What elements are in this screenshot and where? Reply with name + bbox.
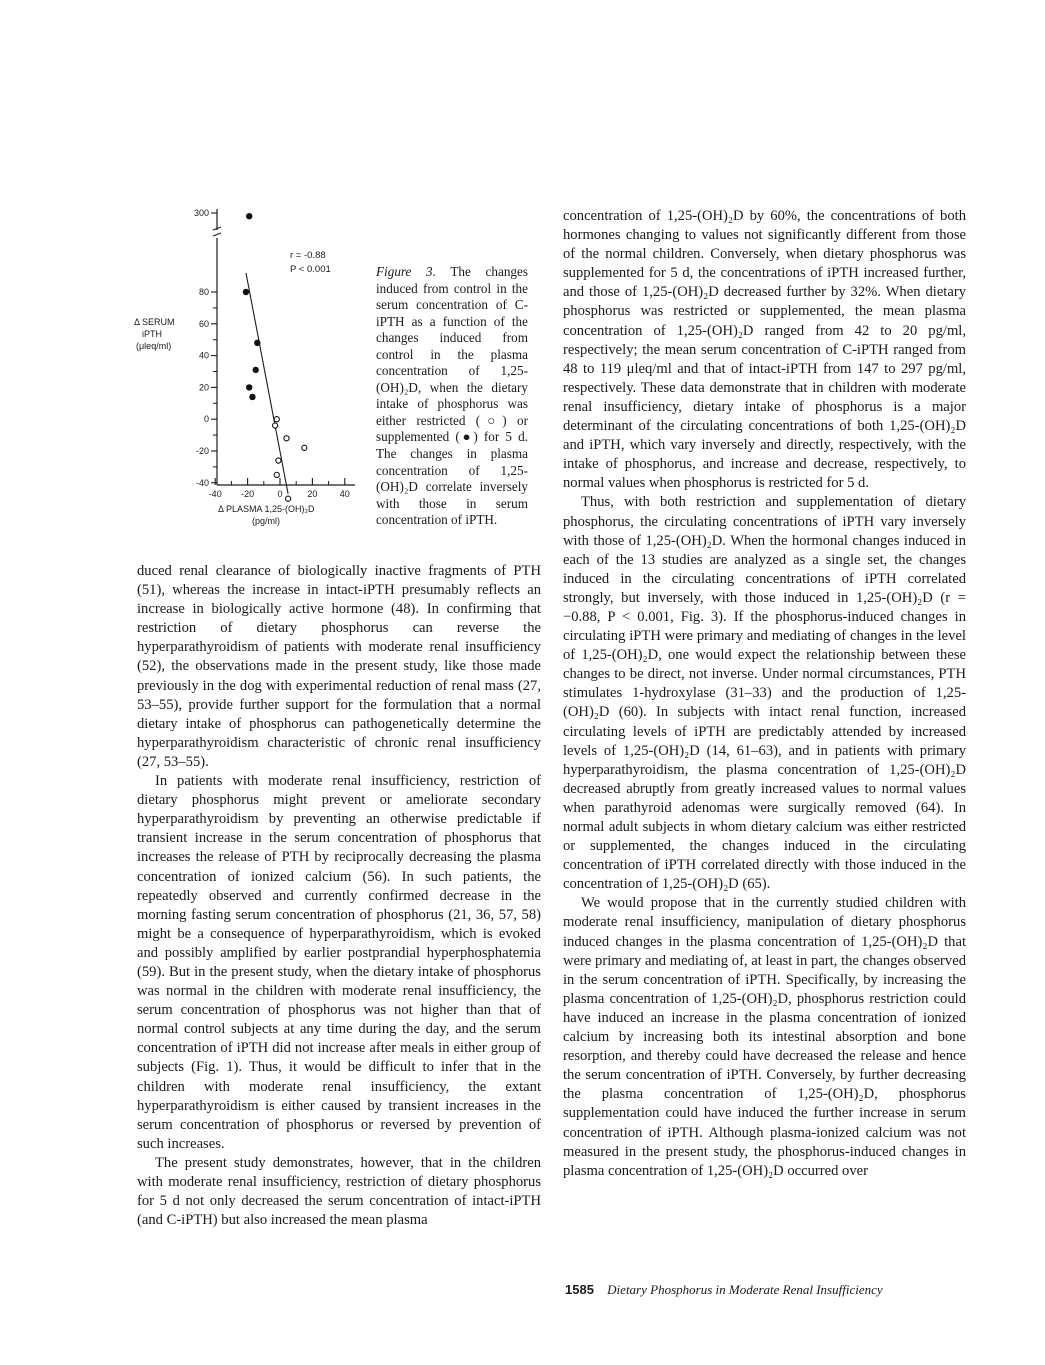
y-tick-label: 0 [203, 414, 209, 425]
right-paragraph-2: Thus, with both restriction and supplementation of dietary phosphorus, the circulating concentrations of iPTH vary inversely with those of 1,25-(OH)₂D. When the hormonal changes induced in each of the 13 studies are analyzed as a single set, the changes induced in the circulating concentrations of iPTH correlated strongly, but inversely, with those induced in 1,25-(OH)₂D (r = −0.88, P < 0.001, Fig. 3). If the phosphorus-induced changes in circulating iPTH were primary and mediating of changes in the level of 1,25-(OH)₂D, one would expect the relationship between these changes to be direct, not inverse. Under normal circumstances, PTH stimulates 1-hydroxylase (31–33) and the production of 1,25-(OH)₂D (60). In subjects with intact renal function, increased circulating levels of iPTH are predictably attended by increased levels of 1,25-(OH)₂D (14, 61–63), and in patients with primary hyperparathyroidism, the plasma concentration of 1,25-(OH)₂D decreased abruptly from greatly increased values to normal values when parathyroid adenomas were surgically removed (64). In normal adult subjects in whom dietary calcium was either restricted or supplemented, the changes induced in the circulating concentration of iPTH correlated directly with those induced in the concentration of 1,25-(OH)₂D (65). [563, 494, 966, 893]
right-paragraph-1: concentration of 1,25-(OH)₂D by 60%, the concentrations of both hormones changing to values not significantly different from those of the normal children. Conversely, when dietary phosphorus was supplemented for 5 d, the concentrations of iPTH increased further, and those of 1,25-(OH)₂D decreased further by 32%. When dietary phosphorus was restricted or supplemented, the mean plasma concentration of 1,25-(OH)₂D ranged from 42 to 20 pg/ml, respectively; the mean serum concentration of C-iPTH ranged from 48 to 119 μleq/ml and that of intact-iPTH from 147 to 297 pg/ml, respectively. These data demonstrate that in children with moderate renal insufficiency, dietary intake of phosphorus is a major determinant of the circulating concentrations of both 1,25-(OH)₂D and iPTH, which vary inversely and directly, respectively, with the intake of phosphorus, and increase and decrease, respectively, to normal values when phosphorus is restricted for 5 d. [563, 208, 966, 492]
x-label-line-1: Δ PLASMA 1,25-(OH)₂D [218, 504, 315, 514]
y-label-line-1: Δ SERUM [134, 317, 175, 327]
y-axis [213, 209, 221, 485]
left-paragraph-3: The present study demonstrates, however, that in the children with moderate renal insufficiency, restriction of dietary phosphorus for 5 d not only decreased the serum concentration of intact-iPTH (and C-iPTH) but also increased the mean plasma [137, 1154, 541, 1229]
y-tick-label: 60 [198, 318, 209, 329]
r-value-label: r = -0.88 [290, 250, 326, 261]
fit-line [246, 273, 288, 494]
point-supplemented [243, 289, 249, 295]
point-supplemented [249, 394, 255, 400]
point-restricted [302, 445, 307, 450]
p-value-label: P < 0.001 [290, 264, 331, 275]
point-supplemented [246, 213, 252, 219]
stats-annotation [290, 250, 331, 275]
x-label-line-2: (pg/ml) [252, 516, 281, 526]
regression-line [246, 273, 288, 494]
point-restricted [274, 472, 279, 477]
caption-label: Figure 3. [376, 264, 436, 279]
scatter-plot [130, 200, 366, 540]
x-tick-label: 40 [339, 489, 350, 499]
x-tick-label: 20 [307, 489, 318, 499]
x-tick-label: -40 [208, 489, 222, 499]
running-title: Dietary Phosphorus in Moderate Renal Insufficiency [607, 1282, 883, 1297]
page-number: 1585 [565, 1282, 594, 1297]
left-paragraph-1: duced renal clearance of biologically inactive fragments of PTH (51), whereas the increase in intact-iPTH presumably reflects an increase in biologically active hormone (48). In confirming that restriction of dietary phosphorus can reverse the hyperparathyroidism of patients with moderate renal insufficiency (52), the observations made in the present study, like those made previously in the dog with experimental reduction of renal mass (27, 53–55), provide further support for the formulation that a normal dietary intake of phosphorus can pathogenetically determine the hyperparathyroidism characteristic of chronic renal insufficiency (27, 53–55). [137, 563, 541, 770]
y-tick-label: 80 [198, 287, 209, 297]
page-footer [565, 1282, 883, 1298]
y-tick-label: 20 [198, 382, 209, 393]
right-column [563, 207, 966, 1181]
right-paragraph-3: We would propose that in the currently studied children with moderate renal insufficiency, manipulation of dietary phosphorus induced changes in the plasma concentration of 1,25-(OH)₂D that were primary and mediating of, at least in part, the changes observed in the serum concentration of iPTH. Specifically, by increasing the plasma concentration of 1,25-(OH)₂D, phosphorus restriction could have induced an increase in the plasma concentration of ionized calcium by increasing both its intestinal absorption and bone resorption, and thereby could have decreased the release and hence the serum concentration of iPTH. Conversely, by further decreasing the plasma concentration of 1,25-(OH)₂D, phosphorus supplementation could have induced the further increase in serum concentration of iPTH. Although plasma-ionized calcium was not measured in the present study, the phosphorus-induced changes in plasma concentration of 1,25-(OH)₂D occurred over [563, 895, 966, 1179]
y-tick-label: 40 [198, 350, 209, 361]
point-supplemented [246, 384, 252, 390]
y-label-line-3: (μleq/ml) [136, 341, 172, 351]
y-axis-label [134, 317, 175, 351]
point-restricted [276, 458, 281, 463]
point-restricted [284, 436, 289, 441]
x-ticks [209, 478, 350, 499]
caption-text: The changes induced from control in the serum concentration of C-iPTH as a function of the changes induced from control in the plasma concentration of 1,25-(OH)₂D, when the dietary intake of phosphorus was either restricted (○) or supplemented (●) for 5 d. The changes in plasma concentration of 1,25-(OH)₂D correlate inversely with those in serum concentration of iPTH. [376, 264, 529, 528]
left-paragraph-2: In patients with moderate renal insufficiency, restriction of dietary phosphorus might prevent or ameliorate secondary hyperparathyroidism by preventing an otherwise predictable if transient increase in the serum concentration of phosphorus that increases the release of PTH by reciprocally decreasing the plasma concentration of ionized calcium (56). In such patients, the repeatedly observed and currently confirmed decrease in the morning fasting serum concentration of phosphorus (21, 36, 57, 58) might be a consequence of hyperparathyroidism, which is evoked and possibly amplified by earlier postprandial hyperphosphatemia (59). But in the present study, when the dietary intake of phosphorus was normal in the children with moderate renal insufficiency, the serum concentration of phosphorus was not higher than that of normal control subjects at any time during the day, and the serum concentration of iPTH did not increase after meals in either group of subjects (Fig. 1). Thus, it would be difficult to infer that in the children with moderate renal insufficiency, the extant hyperparathyroidism is either caused by transient increases in the serum concentration of phosphorus or reversed by prevention of such increases. [137, 773, 541, 1152]
y-tick-label: 300 [193, 208, 209, 218]
x-tick-label: 0 [277, 489, 283, 499]
point-supplemented [253, 367, 259, 373]
y-tick-label: -40 [195, 477, 209, 488]
left-column [137, 562, 541, 1230]
figure-3 [130, 200, 366, 540]
x-axis-label [218, 504, 315, 526]
y-tick-label: -20 [195, 446, 209, 456]
point-restricted [273, 423, 278, 428]
axis-break-mark [213, 227, 221, 236]
point-restricted [286, 496, 291, 501]
point-supplemented [254, 340, 260, 346]
x-tick-label: -20 [241, 489, 255, 499]
point-restricted [274, 417, 279, 422]
y-label-line-2: iPTH [142, 329, 162, 339]
y-ticks [194, 208, 217, 488]
figure-caption [376, 264, 528, 529]
